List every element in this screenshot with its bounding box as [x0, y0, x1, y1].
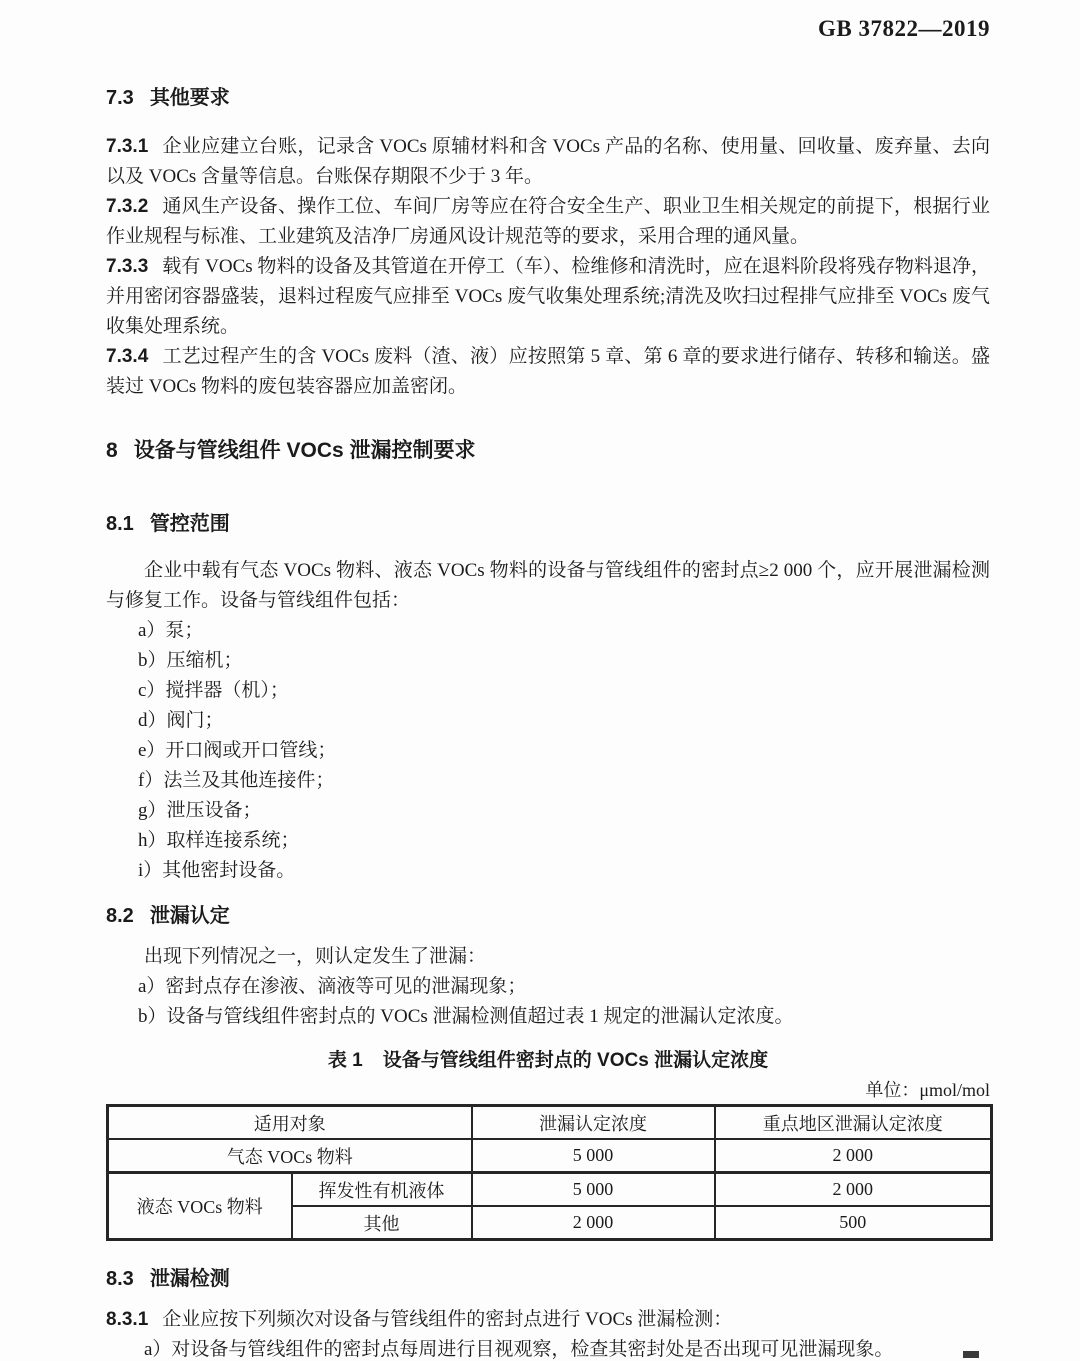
list-item: h）取样连接系统；	[138, 830, 300, 851]
list-item: f）法兰及其他连接件；	[138, 770, 335, 791]
section-title: 管控范围	[149, 513, 230, 535]
chapter-title: 设备与管线组件 VOCs 泄漏控制要求	[133, 439, 476, 462]
section-number: 8.2	[106, 905, 134, 927]
section-title: 泄漏认定	[149, 905, 230, 927]
paragraph-number: 7.3.4	[106, 346, 149, 367]
section-heading-8-1	[106, 512, 990, 536]
paragraph-7-3-2	[106, 192, 990, 252]
table-row-gas	[108, 1139, 992, 1173]
section-heading-7-3	[106, 86, 990, 110]
list-item: b）设备与管线组件密封点的 VOCs 泄漏检测值超过表 1 规定的泄漏认定浓度。	[138, 1006, 794, 1027]
list-item: c）搅拌器（机）；	[138, 680, 289, 701]
cell-gas-limit: 5 000	[472, 1139, 715, 1173]
page-number-fragment	[963, 1351, 979, 1358]
paragraph-text: 通风生产设备、操作工位、车间厂房等应在符合安全生产、职业卫生相关规定的前提下，根据行业作业规程与标准、工业建筑及洁净厂房通风设计规范等的要求，采用合理的通风量。	[106, 196, 990, 247]
paragraph-number: 7.3.2	[106, 196, 149, 217]
chapter-heading-8	[106, 438, 990, 464]
section-number: 7.3	[106, 87, 134, 109]
cell-volatile-label: 挥发性有机液体	[292, 1173, 472, 1207]
section-title: 其他要求	[149, 87, 230, 109]
paragraph-8-1-intro: 企业中载有气态 VOCs 物料、液态 VOCs 物料的设备与管线组件的密封点≥2 000 个，应开展泄漏检测与修复工作。设备与管线组件包括：	[106, 560, 990, 611]
section-number: 8.3	[106, 1268, 134, 1290]
list-item: a）泵；	[138, 620, 204, 641]
chapter-number: 8	[106, 439, 118, 462]
table-header-row	[108, 1106, 992, 1140]
section-heading-8-2	[106, 904, 990, 928]
paragraph-text: 企业应建立台账，记录含 VOCs 原辅材料和含 VOCs 产品的名称、使用量、回收量、废弃量、去向以及 VOCs 含量等信息。台账保存期限不少于 3 年。	[106, 136, 990, 187]
cell-other-limit: 2 000	[472, 1206, 715, 1240]
paragraph-text: 企业应按下列频次对设备与管线组件的密封点进行 VOCs 泄漏检测：	[162, 1309, 733, 1330]
cell-other-label: 其他	[292, 1206, 472, 1240]
paragraph-number: 8.3.1	[106, 1309, 149, 1330]
list-item: d）阀门；	[138, 710, 224, 731]
section-number: 8.1	[106, 513, 134, 535]
list-item: b）压缩机；	[138, 650, 243, 671]
cell-volatile-limit: 5 000	[472, 1173, 715, 1207]
section-title: 泄漏检测	[149, 1268, 230, 1290]
paragraph-text: 载有 VOCs 物料的设备及其管道在开停工（车）、检维修和清洗时，应在退料阶段将残存物料退净，并用密闭容器盛装，退料过程废气应排至 VOCs 废气收集处理系统;清洗及吹扫过程排气应排至 VOCs 废气收集处理系统。	[106, 256, 990, 337]
section-heading-8-3	[106, 1267, 990, 1291]
list-item: e）开口阀或开口管线；	[138, 740, 337, 761]
cell-gas-label: 气态 VOCs 物料	[108, 1139, 472, 1173]
section-7-3-body	[106, 132, 990, 402]
paragraph-8-2-intro: 出现下列情况之一，则认定发生了泄漏：	[144, 946, 487, 967]
equipment-list	[106, 616, 990, 886]
paragraph-number: 7.3.3	[106, 256, 149, 277]
leak-criteria-list	[106, 972, 990, 1032]
paragraph-7-3-3	[106, 252, 990, 342]
cell-volatile-key-limit: 2 000	[715, 1173, 992, 1207]
paragraph-8-3-1-item-a: a）对设备与管线组件的密封点每周进行目视观察，检查其密封处是否出现可见泄漏现象。	[144, 1339, 894, 1360]
paragraph-text: 工艺过程产生的含 VOCs 废料（渣、液）应按照第 5 章、第 6 章的要求进行储存、转移和输送。盛装过 VOCs 物料的废包装容器应加盖密闭。	[106, 346, 990, 397]
standard-number: GB 37822—2019	[818, 16, 990, 41]
cell-liquid-label: 液态 VOCs 物料	[108, 1173, 292, 1240]
table-row-volatile	[108, 1173, 992, 1207]
table1-caption-label: 表 1	[327, 1050, 363, 1071]
cell-gas-key-limit: 2 000	[715, 1139, 992, 1173]
table1-unit: 单位：μmol/mol	[865, 1080, 990, 1100]
leak-concentration-table	[106, 1104, 993, 1241]
paragraph-8-3-1	[106, 1305, 990, 1335]
table1-caption	[106, 1048, 990, 1074]
paragraph-7-3-4	[106, 342, 990, 402]
table1-caption-title: 设备与管线组件密封点的 VOCs 泄漏认定浓度	[382, 1050, 769, 1071]
paragraph-7-3-1	[106, 132, 990, 192]
header-cell-target: 适用对象	[108, 1106, 472, 1140]
header-cell-limit: 泄漏认定浓度	[472, 1106, 715, 1140]
paragraph-number: 7.3.1	[106, 136, 149, 157]
header-cell-key-region-limit: 重点地区泄漏认定浓度	[715, 1106, 992, 1140]
list-item: i）其他密封设备。	[138, 860, 296, 881]
list-item: a）密封点存在渗液、滴液等可见的泄漏现象；	[138, 976, 527, 997]
list-item: g）泄压设备；	[138, 800, 262, 821]
cell-other-key-limit: 500	[715, 1206, 992, 1240]
